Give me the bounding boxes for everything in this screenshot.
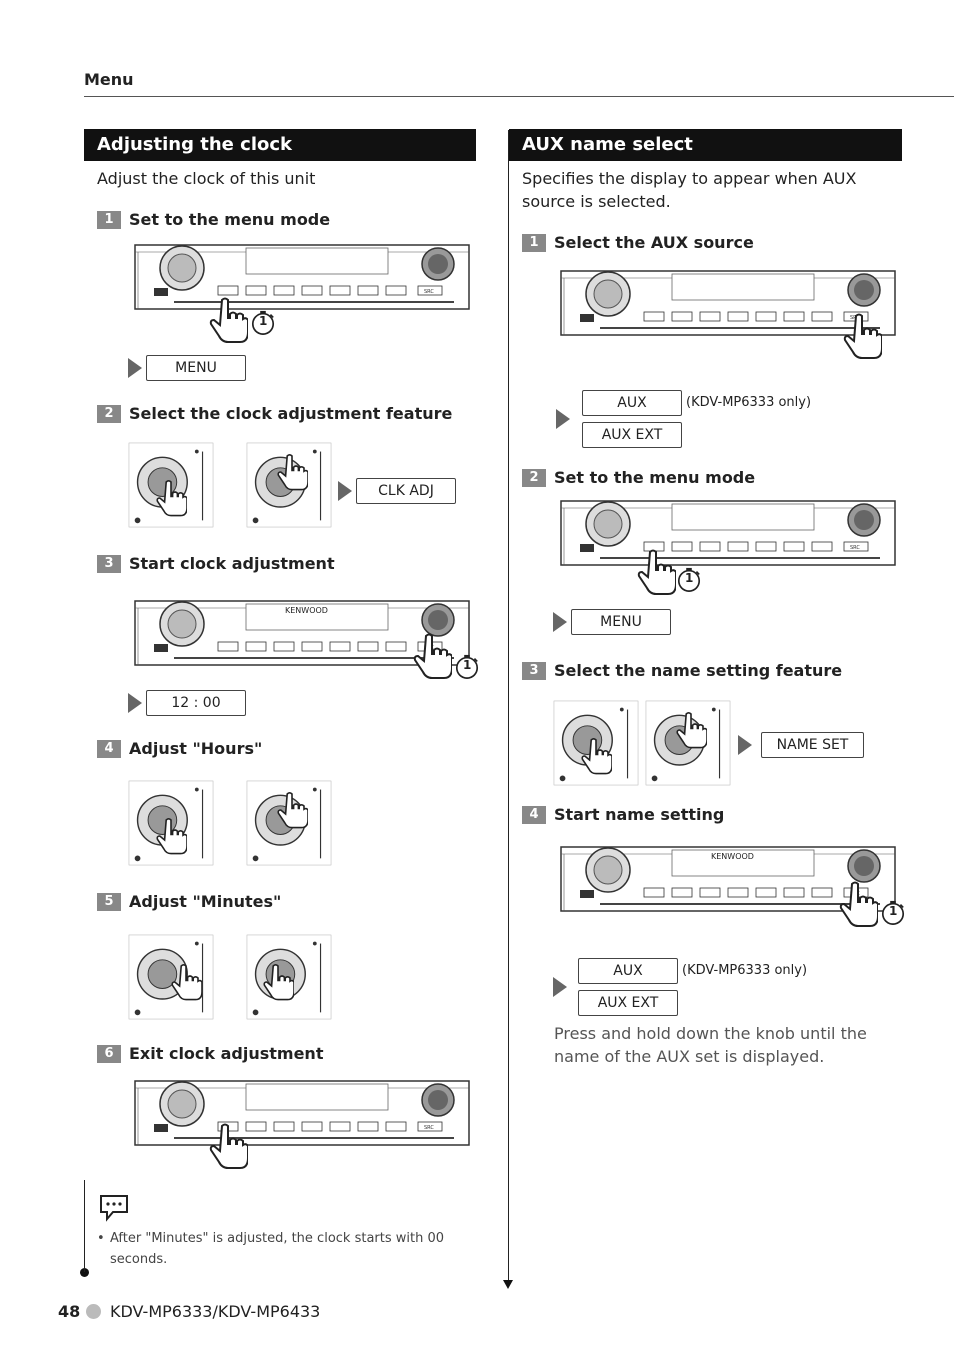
display-aux: AUX bbox=[582, 390, 682, 416]
hand-press-icon bbox=[675, 710, 707, 750]
result-arrow bbox=[738, 735, 752, 755]
step-number: 5 bbox=[97, 893, 121, 911]
step-label: Exit clock adjustment bbox=[129, 1044, 324, 1063]
display-menu: MENU bbox=[146, 355, 246, 381]
step-number: 3 bbox=[97, 555, 121, 573]
step-number: 1 bbox=[522, 234, 546, 252]
device-front-panel bbox=[134, 244, 470, 310]
hand-press-icon bbox=[170, 962, 202, 1002]
step-label: Start name setting bbox=[554, 805, 725, 824]
section-label: Menu bbox=[84, 70, 134, 89]
right-step-2 bbox=[522, 468, 755, 487]
right-intro: Specifies the display to appear when AUX source is selected. bbox=[522, 169, 857, 211]
column-divider bbox=[508, 130, 509, 1280]
left-step-3 bbox=[97, 554, 335, 573]
model-note: (KDV-MP6333 only) bbox=[686, 395, 812, 410]
result-arrow bbox=[556, 409, 570, 429]
step-label: Set to the menu mode bbox=[129, 210, 331, 229]
hand-press-icon bbox=[842, 312, 882, 360]
step-label: Adjust "Minutes" bbox=[129, 892, 282, 911]
hand-press-icon bbox=[262, 962, 294, 1002]
left-section-title: Adjusting the clock bbox=[84, 129, 476, 161]
step-number: 4 bbox=[522, 806, 546, 824]
step-number: 2 bbox=[522, 469, 546, 487]
step-number: 4 bbox=[97, 740, 121, 758]
hand-press-icon bbox=[155, 816, 187, 856]
step-label: Start clock adjustment bbox=[129, 554, 335, 573]
result-arrow bbox=[553, 612, 567, 632]
timer-label: 1 bbox=[463, 658, 472, 672]
top-rule bbox=[84, 96, 954, 97]
left-intro: Adjust the clock of this unit bbox=[97, 169, 316, 188]
display-aux: AUX bbox=[578, 958, 678, 984]
device-front-panel bbox=[560, 500, 896, 566]
left-step-6 bbox=[97, 1044, 323, 1063]
divider-arrow bbox=[503, 1280, 513, 1289]
step-label: Select the AUX source bbox=[554, 233, 754, 252]
display-time: 12 : 00 bbox=[146, 690, 246, 716]
display-aux-ext: AUX EXT bbox=[578, 990, 678, 1016]
step-number: 2 bbox=[97, 405, 121, 423]
result-arrow bbox=[128, 358, 142, 378]
step-label: Select the name setting feature bbox=[554, 661, 843, 680]
note-bullet: • bbox=[97, 1231, 105, 1246]
right-step-4 bbox=[522, 805, 724, 824]
step-label: Adjust "Hours" bbox=[129, 739, 263, 758]
timer-label: 1 bbox=[259, 314, 268, 328]
step-label: Select the clock adjustment feature bbox=[129, 404, 453, 423]
note-icon bbox=[97, 1192, 131, 1222]
right-step-1 bbox=[522, 233, 754, 252]
brand-logo: KENWOOD bbox=[285, 606, 328, 615]
display-menu: MENU bbox=[571, 609, 671, 635]
right-step-3 bbox=[522, 661, 842, 680]
hand-press-icon bbox=[276, 452, 308, 492]
display-clk-adj: CLK ADJ bbox=[356, 478, 456, 504]
brand-logo: KENWOOD bbox=[711, 852, 754, 861]
step-label: Set to the menu mode bbox=[554, 468, 756, 487]
step-number: 1 bbox=[97, 211, 121, 229]
display-name-set: NAME SET bbox=[761, 732, 864, 758]
footer-dot bbox=[86, 1304, 101, 1319]
hand-press-icon bbox=[276, 790, 308, 830]
step-number: 3 bbox=[522, 662, 546, 680]
device-front-panel bbox=[134, 1080, 470, 1146]
left-step-2 bbox=[97, 404, 452, 423]
step-number: 6 bbox=[97, 1045, 121, 1063]
hand-press-icon bbox=[208, 1122, 248, 1170]
timer-label: 1 bbox=[889, 904, 898, 918]
footer-models: KDV-MP6333/KDV-MP6433 bbox=[110, 1302, 321, 1321]
hand-press-icon bbox=[412, 632, 452, 680]
left-step-1 bbox=[97, 210, 330, 229]
left-step-5 bbox=[97, 892, 281, 911]
column-end-line bbox=[84, 1180, 85, 1272]
hand-press-icon bbox=[155, 478, 187, 518]
timer-label: 1 bbox=[685, 571, 694, 585]
result-arrow bbox=[338, 481, 352, 501]
right-section-title: AUX name select bbox=[509, 129, 902, 161]
display-aux-ext: AUX EXT bbox=[582, 422, 682, 448]
closing-text: Press and hold down the knob until the name of the AUX set is displayed. bbox=[554, 1024, 867, 1066]
page-number: 48 bbox=[58, 1302, 81, 1321]
note-text: After "Minutes" is adjusted, the clock starts with 00 seconds. bbox=[110, 1231, 445, 1267]
result-arrow bbox=[128, 693, 142, 713]
hand-press-icon bbox=[580, 736, 612, 776]
model-note: (KDV-MP6333 only) bbox=[682, 963, 808, 978]
hand-press-icon bbox=[636, 548, 676, 596]
left-step-4 bbox=[97, 739, 262, 758]
hand-press-icon bbox=[838, 880, 878, 928]
result-arrow bbox=[553, 977, 567, 997]
hand-press-icon bbox=[208, 296, 248, 344]
